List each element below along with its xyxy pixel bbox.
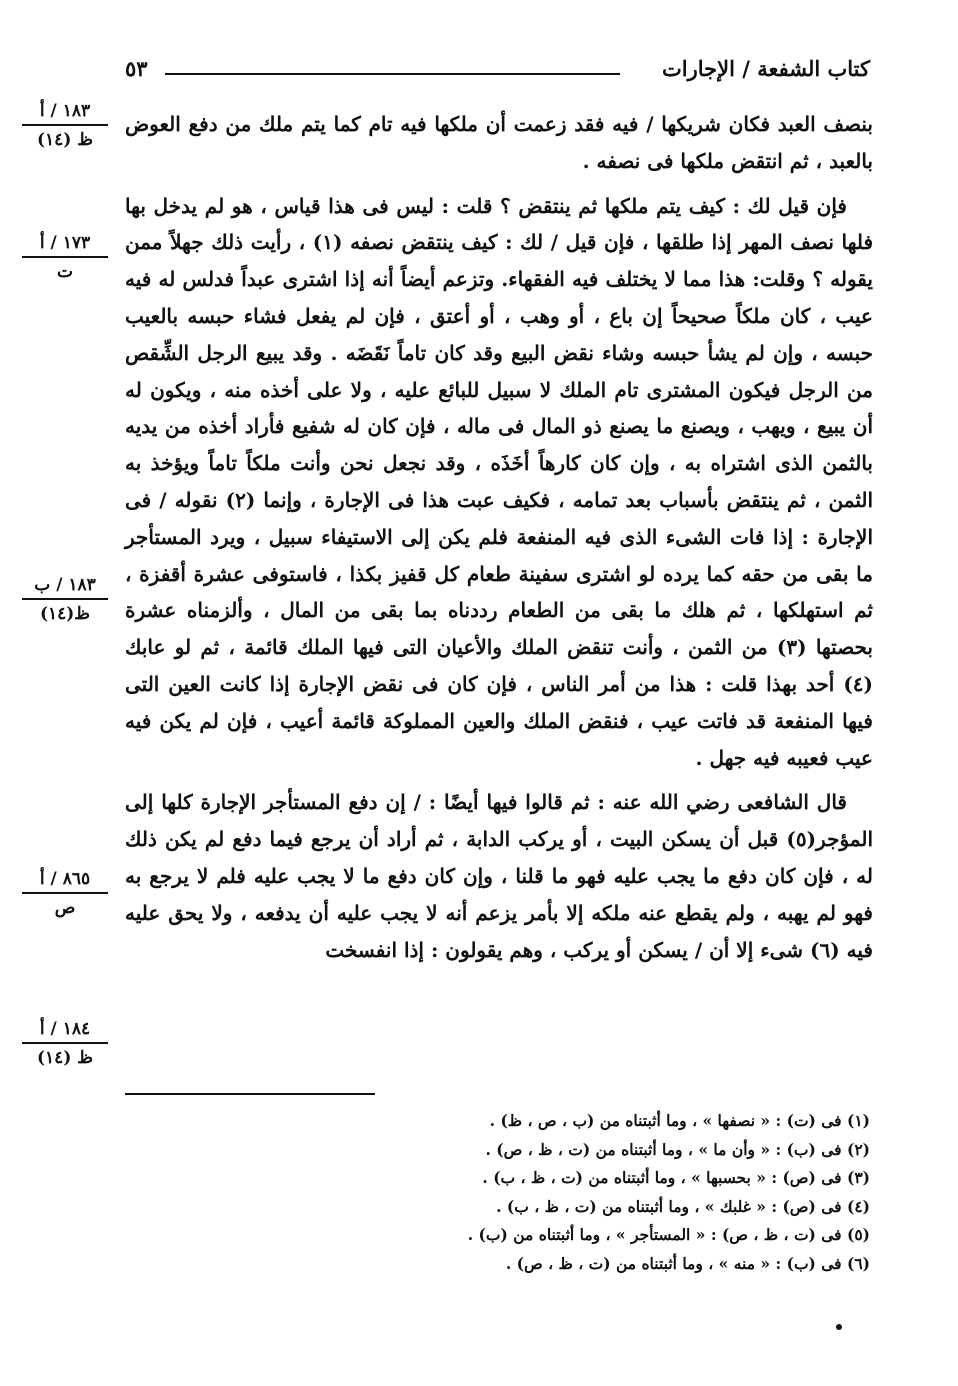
paragraph: بنصف العبد فكان شريكها / فيه فقد زعمت أن ملكها فيه تام كما يتم ملك من دفع العوض بالعبد ، ثم انتقض ملكها فى نصفه . — [125, 112, 873, 173]
margin-ref — [22, 868, 108, 920]
chapter-title: كتاب الشفعة / الإجارات — [661, 56, 870, 81]
footnote: (١) فى (ت) : « نصفها » ، وما أثبتناه من (ب ، ص ، ظ) . — [489, 1111, 870, 1130]
margin-ref — [22, 232, 108, 284]
margin-ref-manuscript: ظ(١٤) — [39, 604, 91, 624]
footnote: (٦) فى (ب) : « منه » ، وما أثبتناه من (ت ، ظ ، ص) . — [505, 1253, 870, 1273]
page-number: ٥٣ — [125, 56, 148, 81]
header-rule — [165, 73, 620, 75]
footnote: (٣) فى (ص) : « بحسبها » ، وما أثبتناه من (ت ، ظ ، ب) . — [482, 1168, 870, 1187]
margin-ref-folio: ١٧٣ / أ — [22, 232, 108, 258]
footnote: (٢) فى (ب) : « وأن ما » ، وما أثبتناه من (ت ، ظ ، ص) . — [485, 1139, 870, 1159]
running-header — [125, 56, 870, 90]
margin-ref-manuscript: ت — [56, 262, 73, 282]
margin-ref — [22, 574, 108, 626]
main-text — [125, 106, 873, 968]
margin-ref-folio: ١٨٣ / ب — [22, 574, 108, 600]
footnote: (٤) فى (ص) : « غلبك » ، وما أثبتناه من (ت ، ظ ، ب) . — [496, 1196, 870, 1216]
footnotes — [200, 1107, 870, 1278]
footnote-separator — [125, 1093, 375, 1095]
paragraph: فإن قيل لك : كيف يتم ملكها ثم ينتقض ؟ قلت : ليس فى هذا قياس ، هو لم يدخل بها فلها نصف المهر إذا طلقها ، فإن قيل / لك : كيف ينتقض نصفه (١) ، رأيت ذلك جهلاً ممن يقوله ؟ وقلت: هذا مما لا يختلف فيه الفقهاء. وتزعم أيضاً أنه إذا اشترى عبداً فدلس له فيه عيب ، كان ملكاً صحيحاً إن باع ، أو وهب ، أو أعتق ، فإن لم يفعل فشاء حبسه بالعيب حبسه ، وإن لم يشأ حبسه وشاء نقض البيع وقد كان تاماً نَقَضَه . وقد يبيع الرجل الشِّقص من الرجل فيكون المشترى تام الملك لا سبيل للبائع عليه ، ولا على أخذه منه ، ويكون له أن يبيع ، ويهب ، ويصنع ما يصنع ذو المال فى ماله ، فإن كان له شفيع فأراد أخذه من يديه بالثمن الذى اشتراه به ، وإن كان كارهاً أخَذَه ، وقد نجعل نحن وأنت ملكاً تاماً ويؤخذ به الثمن ، ثم ينتقض بأسباب بعد تمامه ، فكيف عبت هذا فى الإجارة ، وإنما (٢) نقوله / فى الإجارة : إذا فات الشىء الذى فيه المنفعة فلم يكن إلى الاستيفاء سبيل ، ويرد المستأجر ما بقى من حقه كما يرده لو اشترى سفينة طعام كل قفيز بكذا ، فاستوفى عشرة أقفزة ، ثم استهلكها ، ثم هلك ما بقى من الطعام رددناه بما بقى من المال ، وألزمناه عشرة بحصتها (٣) من الثمن ، وأنت تنقض الملك والأعيان التى فيها الملك قائمة ، ثم لو عابك (٤) أحد بهذا قلت : هذا من أمر الناس ، فإن كان فى نقض الإجارة إذا كانت العين التى فيها المنفعة قد فاتت عيب ، فنقض الملك والعين المملوكة قائمة أعيب ، فإن لم يكن فيه عيب فعيبه فيه جهل . — [125, 193, 874, 770]
margin-ref — [22, 100, 108, 152]
footnote: (٥) فى (ت ، ظ ، ص) : « المستأجر » ، وما أثبتناه من (ب) . — [467, 1225, 870, 1244]
margin-ref-manuscript: ظ (١٤) — [37, 130, 93, 150]
margin-ref-folio: ٨٦٥ / أ — [22, 868, 108, 894]
margin-ref-manuscript: ص — [54, 898, 76, 918]
paragraph: قال الشافعى رضي الله عنه : ثم قالوا فيها أيضًا : / إن دفع المستأجر الإجارة كلها إلى المؤجر(٥) قبل أن يسكن البيت ، أو يركب الدابة ، ثم أراد أن يرجع فيما دفع لم يكن ذلك له ، فإن كان دفع ما يجب عليه فهو ما قلنا ، وإن كان دفع ما لا يجب عليه فلم لا يرجع به فهو لم يهبه ، ولم يقطع عنه ملكه إلا بأمر يزعم أنه لا يجب عليه أن يدفعه ، ولا يحق عليه فيه (٦) شىء إلا أن / يسكن أو يركب ، وهم يقولون : إذا انفسخت — [125, 790, 873, 962]
margin-ref — [22, 1018, 108, 1070]
margin-ref-folio: ١٨٣ / أ — [22, 100, 108, 126]
margin-ref-manuscript: ظ (١٤) — [37, 1048, 93, 1068]
margin-ref-folio: ١٨٤ / أ — [22, 1018, 108, 1044]
scan-speck — [836, 1324, 842, 1330]
